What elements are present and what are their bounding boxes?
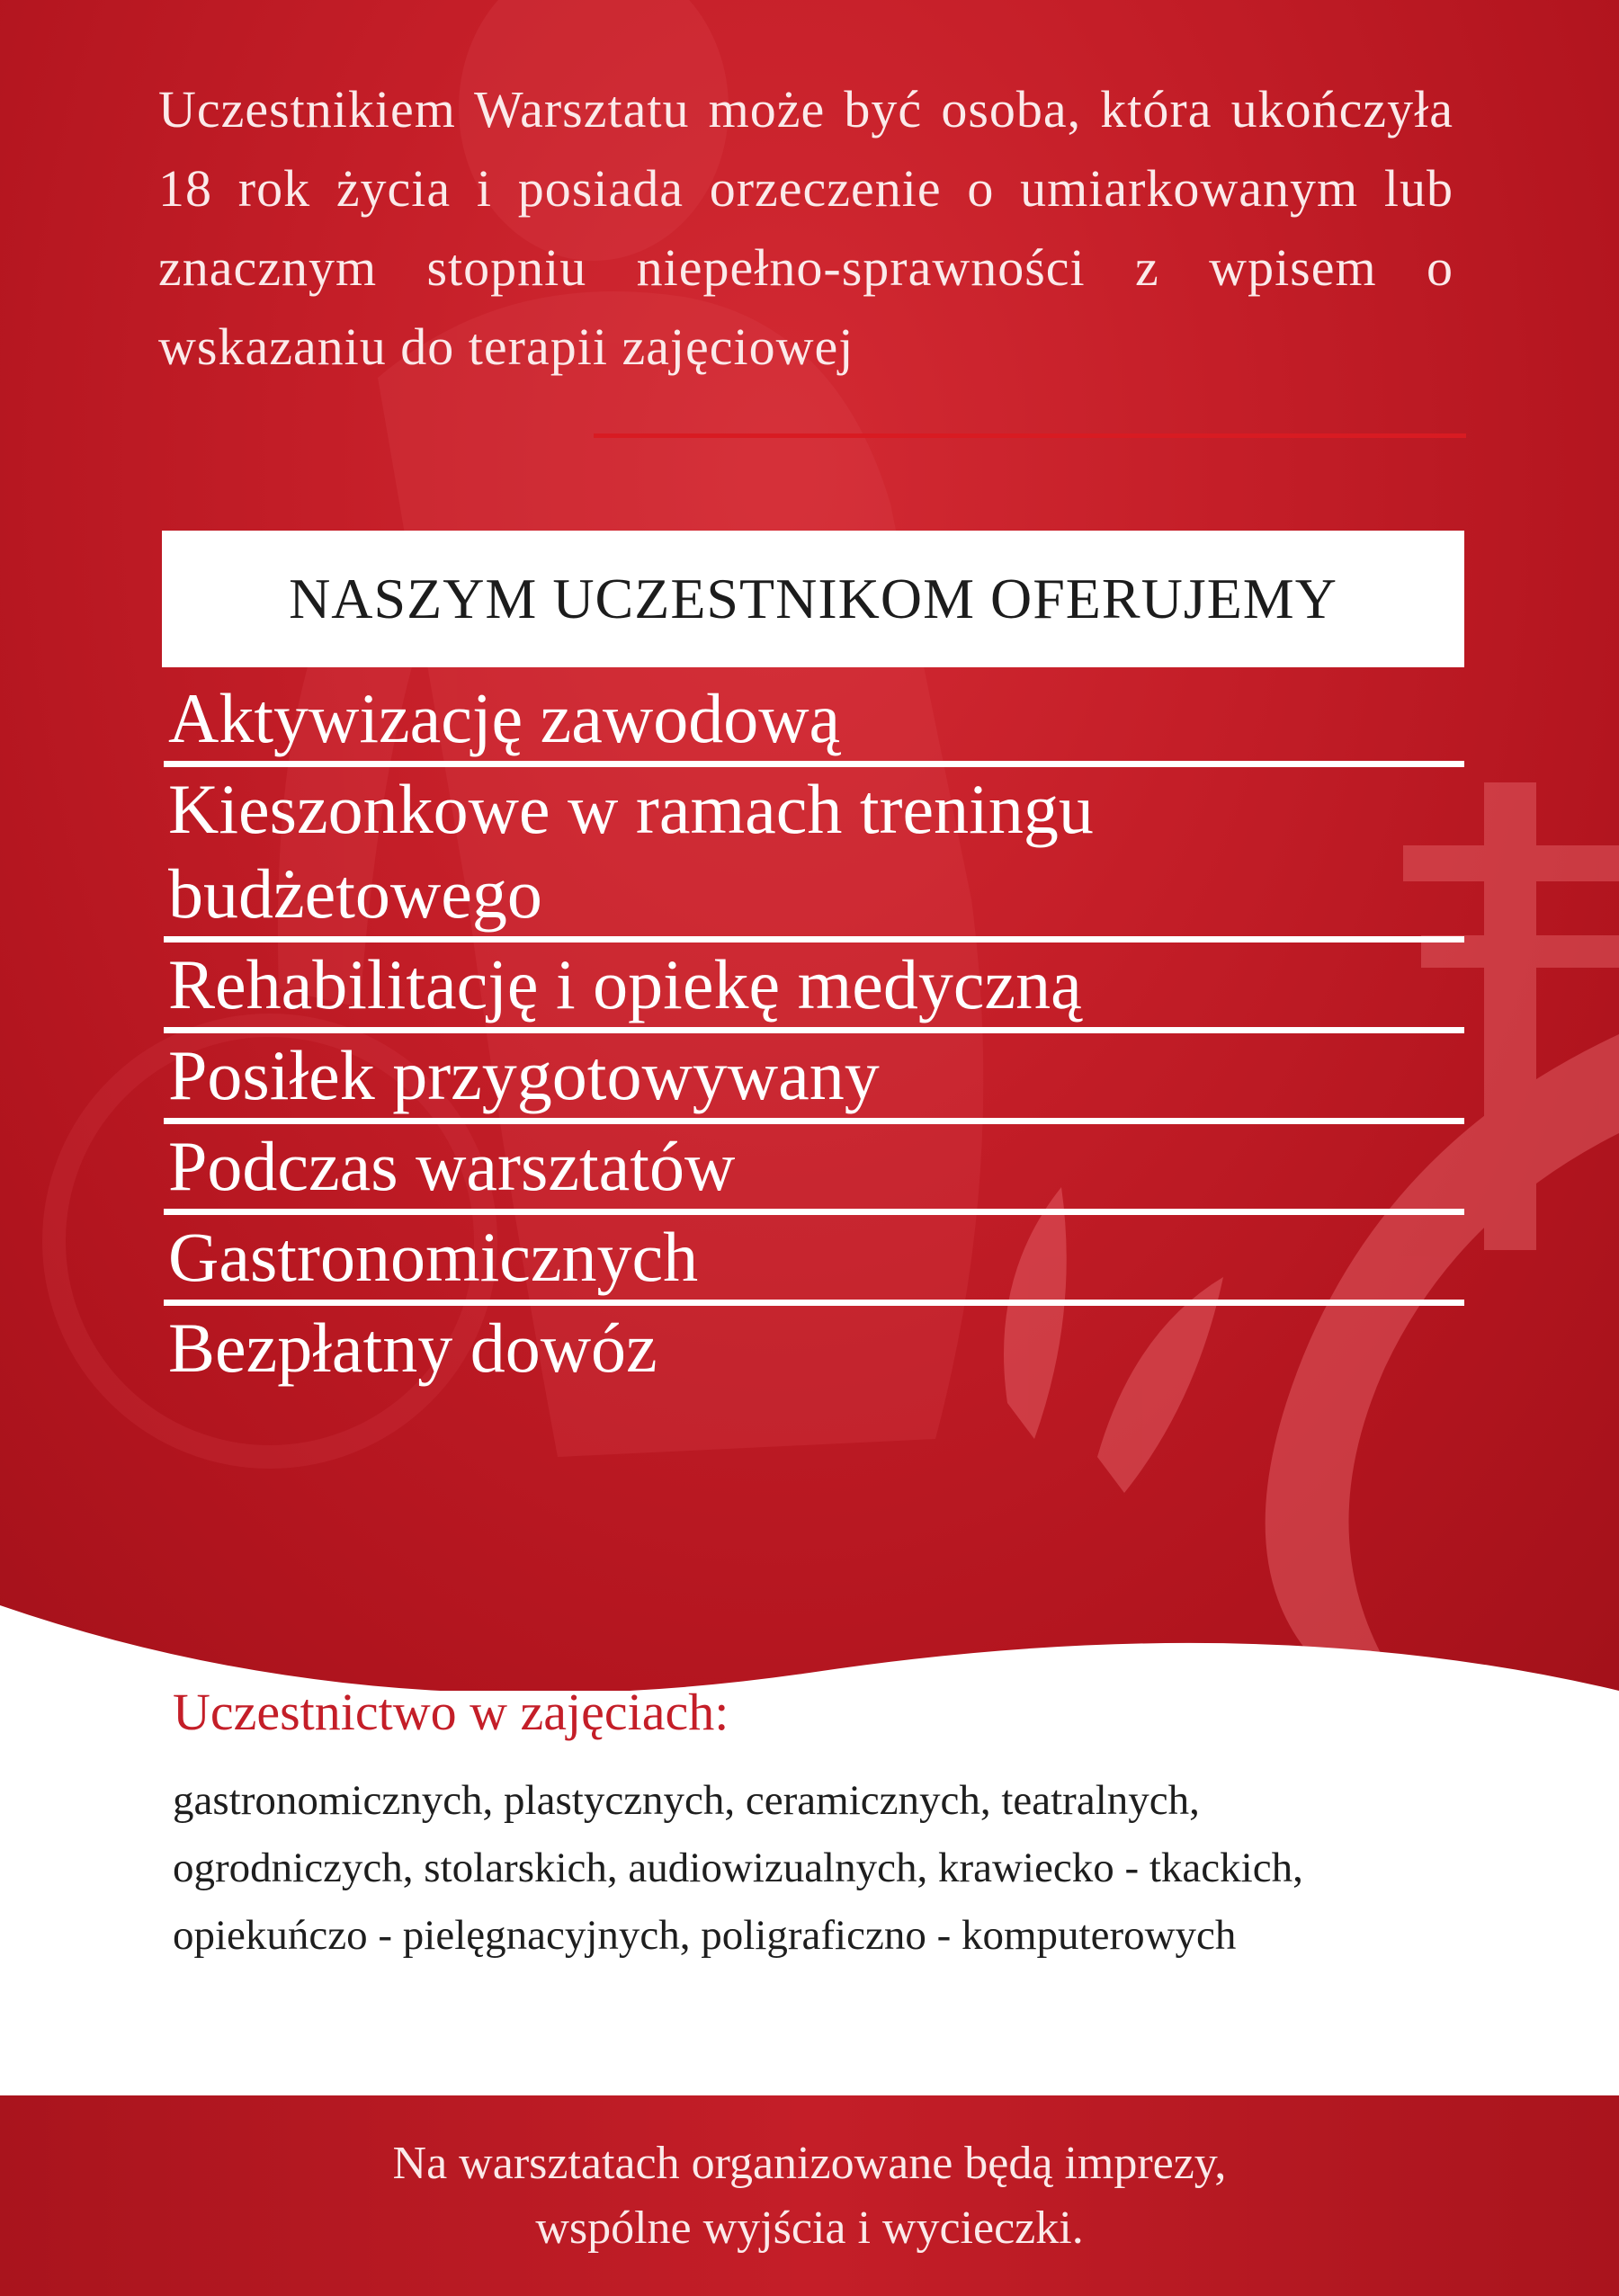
- offer-divider: [164, 761, 1464, 767]
- offer-item-label: Aktywizację zawodową: [168, 679, 841, 757]
- offer-divider: [164, 1209, 1464, 1215]
- intro-underline: [594, 433, 1466, 438]
- offer-item: [164, 1306, 1464, 1390]
- offer-divider: [164, 1027, 1464, 1033]
- offer-item-label: Gastronomicznych: [168, 1218, 699, 1296]
- footer-line-1: Na warsztatach organizowane będą imprezy,: [392, 2137, 1227, 2189]
- offer-item-label: Kieszonkowe w ramach treningu budżetowego: [168, 770, 1094, 933]
- offer-item: [164, 1124, 1464, 1215]
- offer-item-label: Posiłek przygotowywany: [168, 1036, 880, 1114]
- offer-item: [164, 943, 1464, 1033]
- offer-item-label: Podczas warsztatów: [168, 1127, 736, 1205]
- offer-item: [164, 676, 1464, 767]
- offer-item-label: Rehabilitację i opiekę medyczną: [168, 945, 1082, 1023]
- footer-line-2: wspólne wyjścia i wycieczki.: [535, 2202, 1084, 2254]
- participation-body: gastronomicznych, plastycznych, ceramicznych, teatralnych, ogrodniczych, stolarskich, audiowizualnych, krawiecko - tkackich, opiekuńczo - pielęgnacyjnych, poligraficzno - komputerowych: [173, 1777, 1303, 1959]
- offer-item-label: Bezpłatny dowóz: [168, 1309, 657, 1387]
- offer-title-box: [162, 531, 1464, 667]
- footer-band: [0, 2095, 1619, 2296]
- offer-divider: [164, 936, 1464, 943]
- offer-divider: [164, 1300, 1464, 1306]
- offer-item: [164, 1033, 1464, 1124]
- offer-item: [164, 1215, 1464, 1306]
- offer-divider: [164, 1118, 1464, 1124]
- offer-list: [164, 676, 1464, 1390]
- intro-text: Uczestnikiem Warsztatu może być osoba, która ukończyła 18 rok życia i posiada orzeczenie o umiarkowanym lub znacznym stopniu niepełno-sprawności z wpisem o wskazaniu do terapii zajęciowej: [158, 80, 1454, 376]
- participation-title: Uczestnictwo w zajęciach:: [173, 1683, 729, 1741]
- offer-title: NASZYM UCZESTNIKOM OFERUJEMY: [289, 567, 1337, 630]
- offer-item: [164, 767, 1464, 943]
